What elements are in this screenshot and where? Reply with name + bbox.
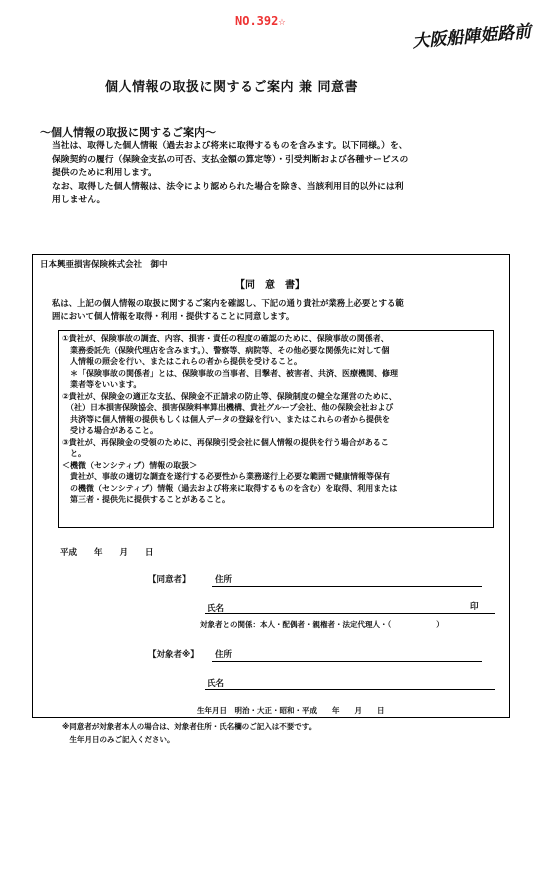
consent-item-line: （社）日本損害保険協会、損害保険料率算出機構、貴社グループ会社、他の保険会社および <box>62 403 394 412</box>
guide-line: 保険契約の履行（保険金支払の可否、支払金額の算定等）・引受判断および各種サービスの <box>52 154 409 165</box>
consent-item-line: 受ける場合があること。 <box>62 426 158 435</box>
consent-item-line: 第三者・提供先に提供することがあること。 <box>62 495 230 504</box>
signer-address-label: 住所 <box>215 575 233 585</box>
handwritten-note: 大阪船陣姫路前 <box>411 21 532 53</box>
date-field[interactable]: 平成 年 月 日 <box>60 548 154 558</box>
note-line: ※同意者が対象者本人の場合は、対象者住所・氏名欄のご記入は不要です。 <box>62 722 317 731</box>
signer-name-label: 氏名 <box>207 604 225 614</box>
consent-item-line: の機微（センシティブ）情報（過去および将来に取得するものを含む）を取得、利用または <box>62 483 398 493</box>
consent-item-line: ③貴社が、再保険金の受領のために、再保険引受会社に個人情報の提供を行う場合があるこ <box>62 437 389 447</box>
guide-line: 用しません。 <box>52 195 106 205</box>
guide-heading: ～個人情報の取扱に関するご案内～ <box>40 126 216 139</box>
consent-item-line: ①貴社が、保険事故の調査、内容、損害・責任の程度の確認のために、保険事故の関係者、 <box>62 334 389 343</box>
consent-item-line: 共済等に個人情報の提供もしくは個人データの登録を行い、またはこれらの者から提供を <box>62 414 390 424</box>
guide-line: なお、取得した個人情報は、法令により認められた場合を除き、当該利用目的以外には利 <box>52 181 404 192</box>
subject-address-field[interactable] <box>212 661 482 662</box>
subject-address-label: 住所 <box>215 650 233 660</box>
document-number: NO.392☆ <box>235 14 286 28</box>
guide-line: 提供のために利用します。 <box>52 168 157 178</box>
consent-item-line: 業務委託先（保険代理店を含みます。）、警察等、病院等、その他必要な関係先に対して個 <box>62 345 390 355</box>
consent-intro <box>52 297 492 322</box>
note-line: 生年月日のみご記入ください。 <box>62 735 175 744</box>
subject-name-label: 氏名 <box>207 679 225 689</box>
consent-item-line: 業者等をいいます。 <box>62 380 142 389</box>
consent-item-line: ＊「保険事故の関係者」とは、保険事故の当事者、目撃者、被害者、共済、医療機関、修理 <box>62 368 398 378</box>
relation-options[interactable]: 対象者との関係：本人・配偶者・親権者・法定代理人・（ ） <box>200 620 444 629</box>
guide-line: 当社は、取得した個人情報（過去および将来に取得するものを含みます。以下同様。）を、 <box>52 141 408 151</box>
signer-label: 【同意者】 <box>148 575 191 585</box>
consent-heading: 【同 意 書】 <box>235 280 305 291</box>
seal-mark: 印 <box>470 602 479 612</box>
consent-items <box>62 333 490 506</box>
addressee: 日本興亜損害保険株式会社 御中 <box>40 260 168 270</box>
consent-intro-line: 囲において個人情報を取得・利用・提供することに同意します。 <box>52 310 295 321</box>
guide-paragraph-1 <box>52 140 512 208</box>
consent-item-line: 貴社が、事故の適切な調査を遂行する必要性から業務遂行上必要な範囲で健康情報等保有 <box>62 472 390 481</box>
consent-intro-line: 私は、上記の個人情報の取扱に関するご案内を確認し、下記の通り貴社が業務上必要とする範 <box>52 298 404 308</box>
signer-address-field[interactable] <box>212 586 482 587</box>
subject-name-field[interactable] <box>205 689 495 690</box>
consent-item-line: 人情報の照会を行い、またはこれらの者から提供を受けること。 <box>62 357 302 366</box>
page-title: 個人情報の取扱に関するご案内 兼 同意書 <box>105 80 359 95</box>
consent-item-line: と。 <box>62 449 86 458</box>
consent-item-line: ②貴社が、保険金の適正な支払、保険金不正請求の防止等、保険制度の健全な運営のために、 <box>62 391 397 401</box>
birth-date-field[interactable]: 生年月日 明治・大正・昭和・平成 年 月 日 <box>197 706 385 715</box>
consent-item-line: ＜機微（センシティブ）情報の取扱＞ <box>62 460 198 470</box>
subject-label: 【対象者※】 <box>148 650 199 660</box>
signer-name-field[interactable] <box>205 613 495 614</box>
